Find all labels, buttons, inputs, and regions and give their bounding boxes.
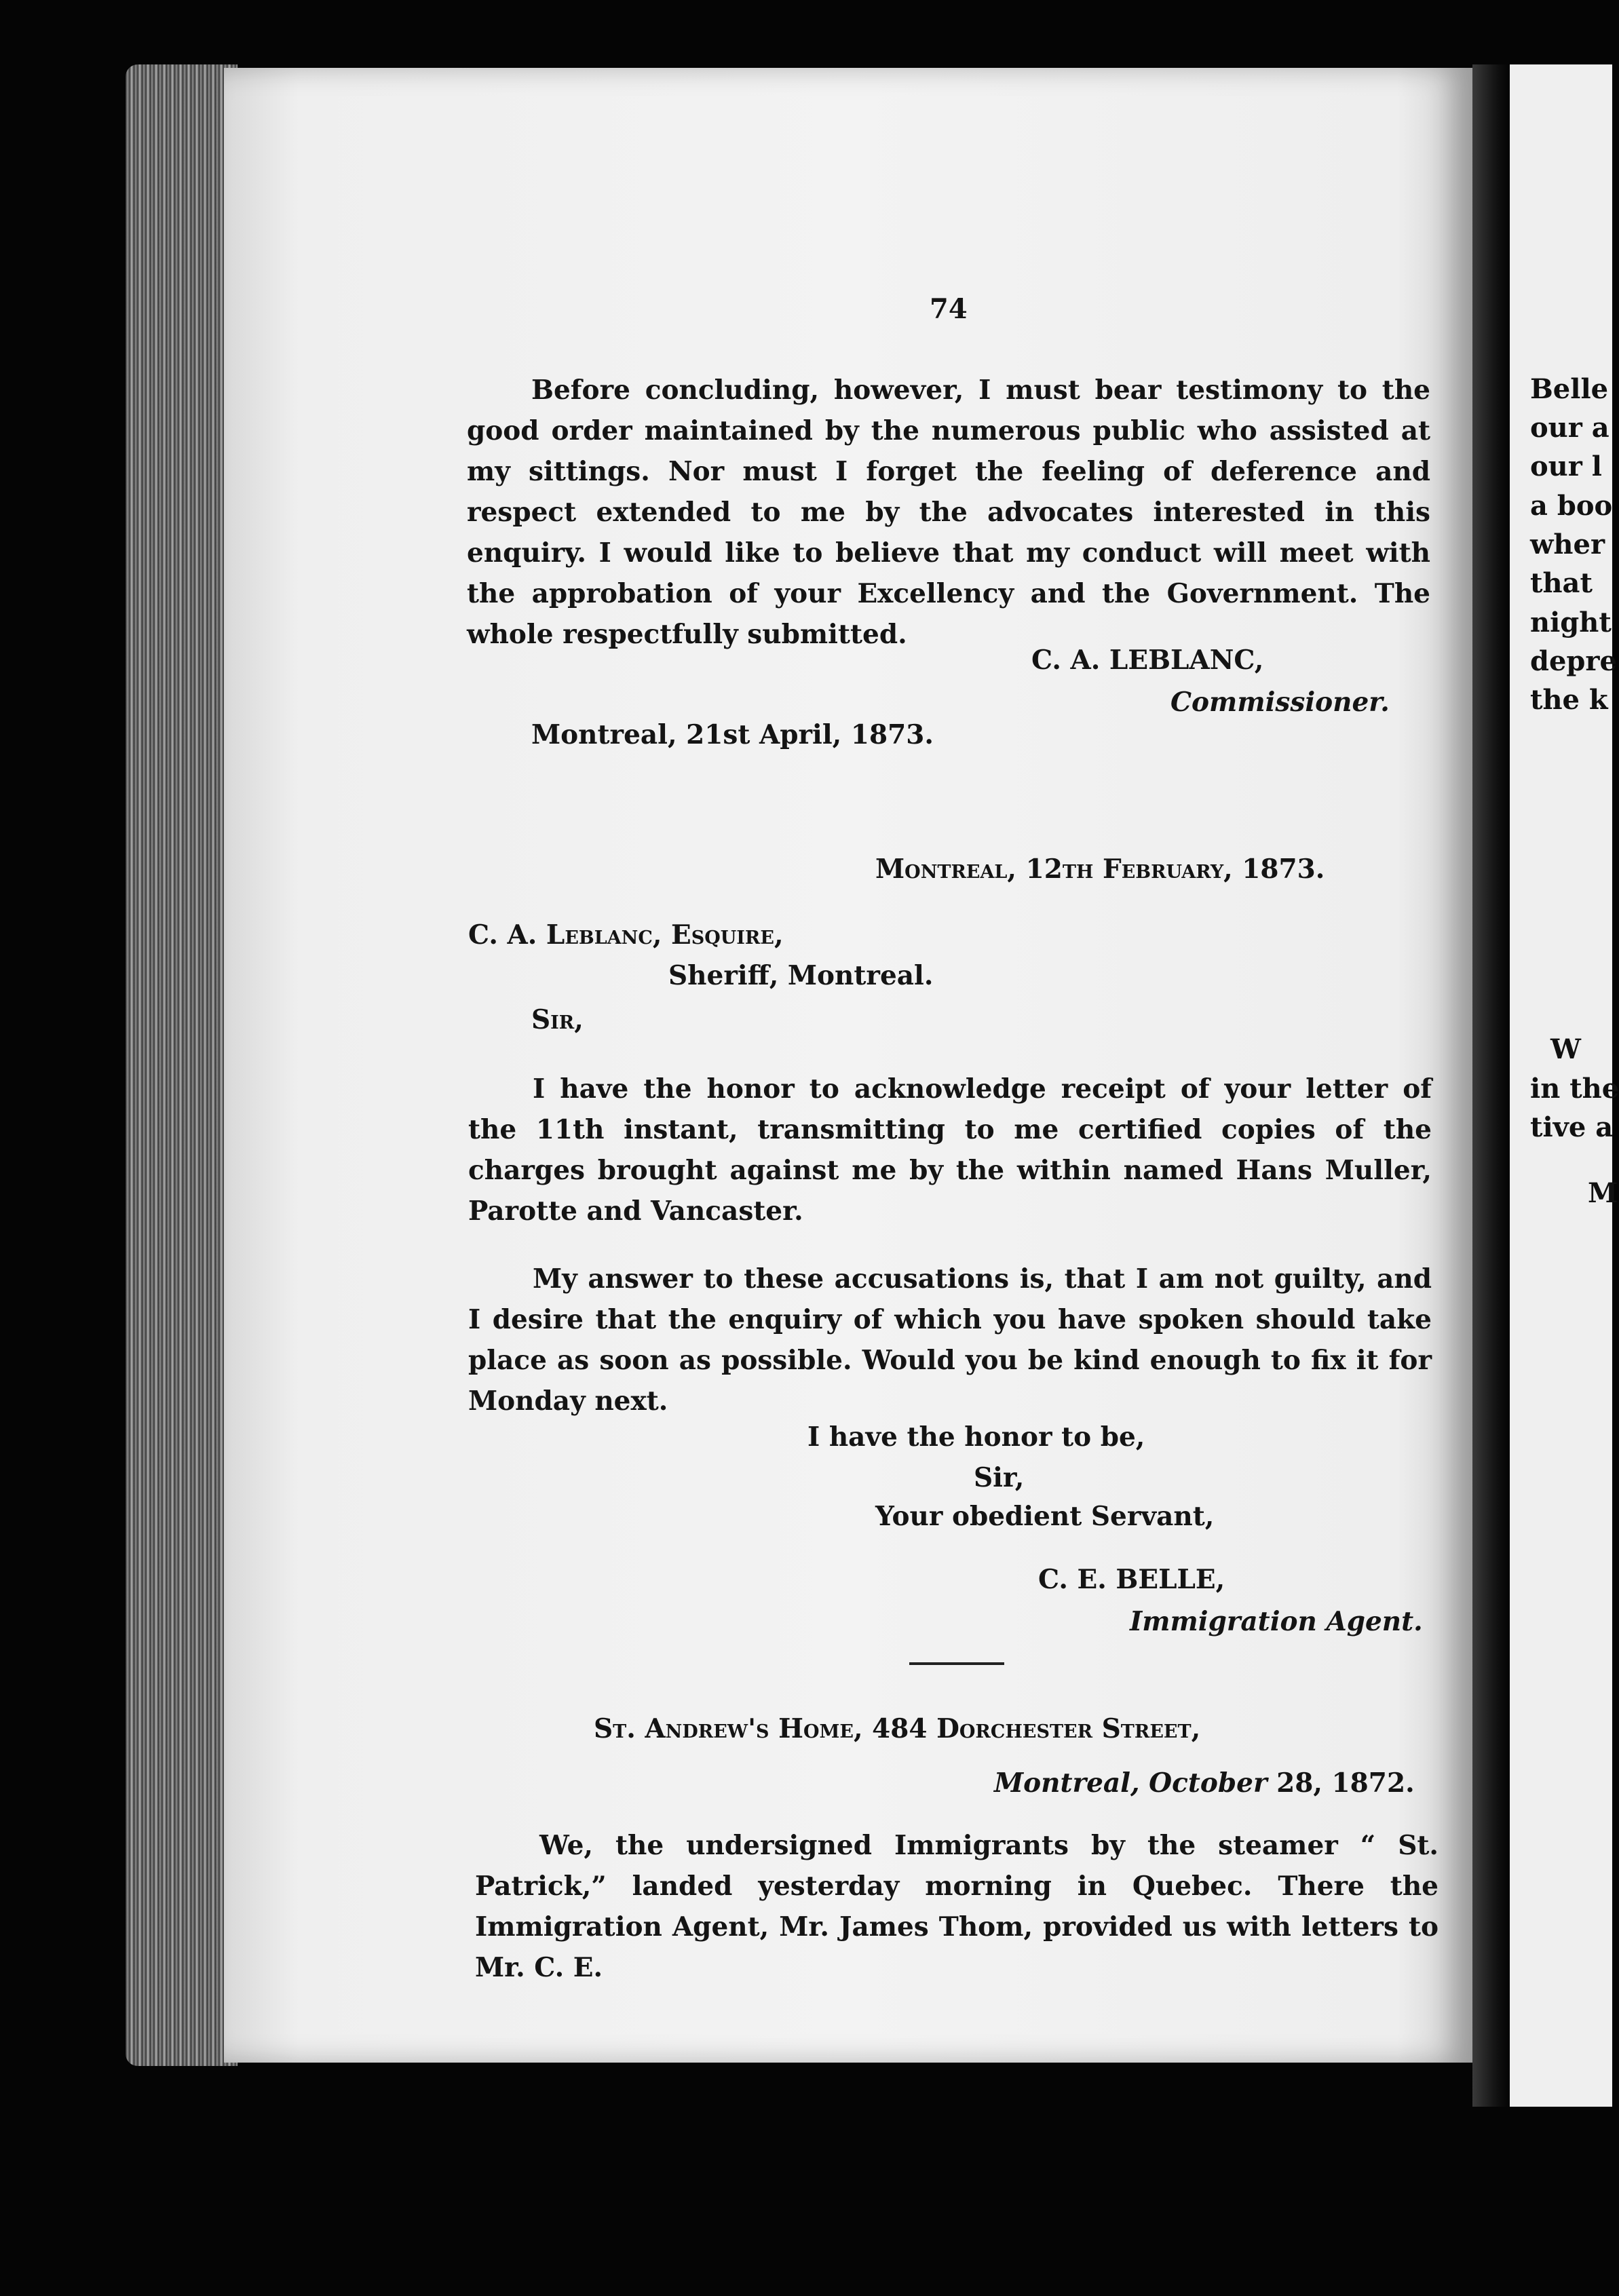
facing-line: in the [1530, 1073, 1619, 1105]
facing-line: night [1530, 607, 1612, 638]
facing-line: Belle [1530, 373, 1609, 405]
commissioner-title: Commissioner. [1170, 687, 1390, 718]
facing-line: our a [1530, 412, 1610, 444]
addressee-name: C. A. Leblanc, Esquire, [468, 919, 784, 951]
petition-date [994, 1767, 1415, 1799]
facing-page [1510, 64, 1619, 2107]
book-gutter [1472, 64, 1513, 2107]
letter-closing-3: Your obedient Servant, [875, 1501, 1215, 1532]
page-number: 74 [930, 293, 968, 325]
facing-line: that [1530, 567, 1593, 599]
petition-body: We, the undersigned Immigrants by the steamer “ St. Patrick,” landed yesterday morning in Quebec. There the Immigration Agent, Mr. James Thom, provided us with letters to Mr. C. E. [475, 1830, 1439, 1983]
agent-signature: C. E. BELLE, [1038, 1564, 1225, 1595]
addressee-title: Sheriff, Montreal. [668, 960, 934, 991]
facing-line: depre [1530, 645, 1617, 677]
book-page [224, 68, 1472, 2063]
section-divider [909, 1662, 1004, 1665]
petition-place: Montreal, October [994, 1767, 1268, 1799]
salutation: Sir, [531, 1004, 584, 1035]
letter-body-1: I have the honor to acknowledge receipt of your letter of the 11th instant, transmitting to me certified copies of the charges brought against me by the within named Hans Muller, Parotte and Vancaster. [468, 1073, 1432, 1227]
letter-body-2: My answer to these accusations is, that I am not guilty, and I desire that the enquiry of which you have spoken should take place as soon as possible. Would you be kind enough to fix it for Monday next. [468, 1263, 1432, 1417]
letter-closing-2: Sir, [974, 1462, 1025, 1493]
facing-line: tive a [1530, 1111, 1614, 1143]
page-edge-stack [126, 64, 237, 2066]
facing-line: W [1550, 1033, 1581, 1065]
closing-paragraph: Before concluding, however, I must bear testimony to the good order maintained by the numerous public who assisted at my sittings. Nor must I forget the feeling of deference and respect extended to me by the advocates interested in this enquiry. I would like to believe that my conduct will meet with the approbation of your Excellency and the Government. The whole respectfully submitted. [467, 375, 1430, 650]
facing-line: a boo [1530, 490, 1613, 522]
facing-line: the k [1530, 684, 1608, 716]
agent-title: Immigration Agent. [1130, 1606, 1423, 1637]
report-date: Montreal, 21st April, 1873. [531, 719, 934, 750]
facing-line: M [1588, 1177, 1618, 1209]
petition-heading: St. Andrew's Home, 484 Dorchester Street, [594, 1713, 1201, 1744]
letter-closing-1: I have the honor to be, [807, 1421, 1145, 1453]
letter-date: Montreal, 12th February, 1873. [875, 854, 1325, 885]
facing-line: our l [1530, 451, 1602, 482]
commissioner-signature: C. A. LEBLANC, [1031, 645, 1264, 676]
facing-line: wher [1530, 529, 1605, 560]
petition-day: 28, 1872. [1276, 1767, 1415, 1799]
